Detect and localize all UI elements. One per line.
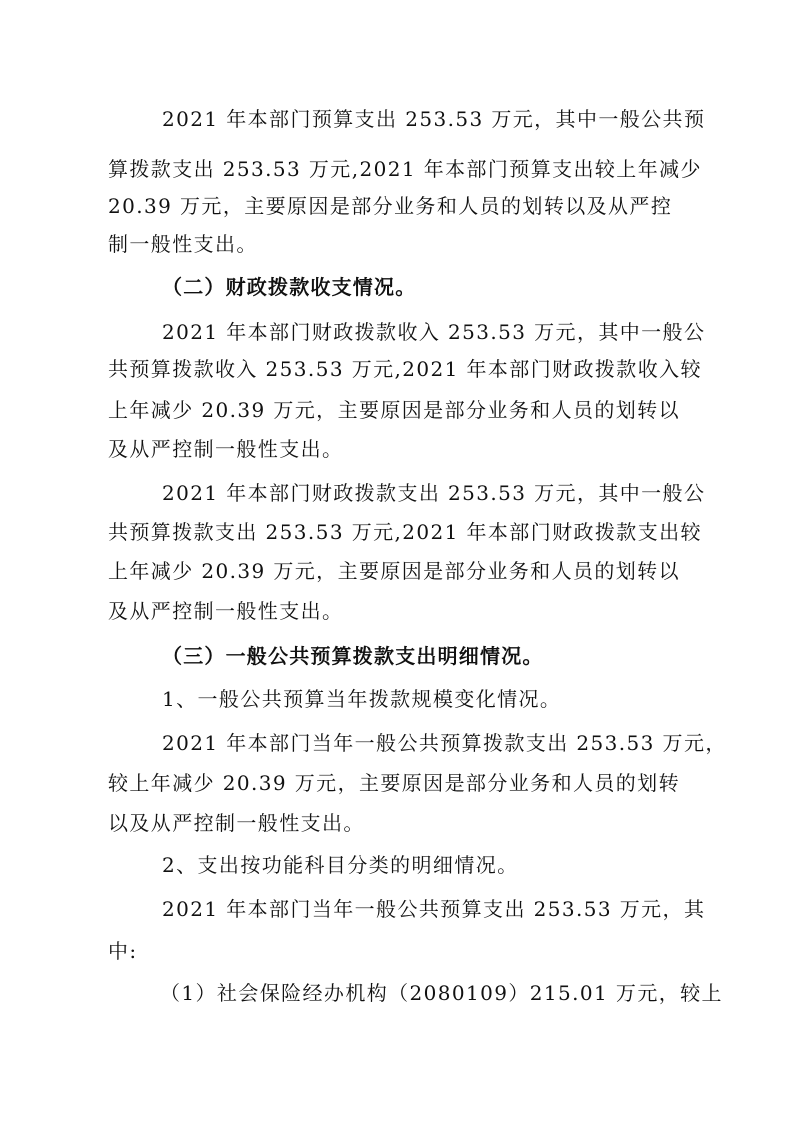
paragraph-fiscal-income-line-3: 上年减少 20.39 万元，主要原因是部分业务和人员的划转以 [108,398,680,422]
paragraph-fiscal-expense-line-2: 共预算拨款支出 253.53 万元,2021 年本部门财政拨款支出较 [108,520,702,544]
paragraph-budget-expense-line-1: 2021 年本部门预算支出 253.53 万元，其中一般公共预 [162,107,706,131]
paragraph-fiscal-expense-line-4: 及从严控制一般性支出。 [108,599,344,623]
paragraph-functional-line-1: 2021 年本部门当年一般公共预算支出 253.53 万元，其 [162,897,706,921]
paragraph-fiscal-income-line-2: 共预算拨款收入 253.53 万元,2021 年本部门财政拨款收入较 [108,357,702,381]
paragraph-social-insurance-item: （1）社会保险经办机构（2080109）215.01 万元，较上 [160,981,723,1005]
item-heading-scale-change: 1、一般公共预算当年拨款规模变化情况。 [162,687,562,711]
section-heading-general-budget-detail: （三）一般公共预算拨款支出明细情况。 [162,644,544,668]
paragraph-budget-expense-line-4: 制一般性支出。 [108,232,258,256]
paragraph-fiscal-expense-line-3: 上年减少 20.39 万元，主要原因是部分业务和人员的划转以 [108,559,680,583]
item-heading-functional-classification: 2、支出按功能科目分类的明细情况。 [162,853,519,877]
paragraph-budget-expense-line-3: 20.39 万元，主要原因是部分业务和人员的划转以及从严控 [108,194,673,218]
section-heading-fiscal-appropriation: （二）财政拨款收支情况。 [162,275,417,299]
paragraph-budget-expense-line-2: 算拨款支出 253.53 万元,2021 年本部门预算支出较上年减少 [108,157,702,181]
paragraph-scale-change-line-2: 较上年减少 20.39 万元，主要原因是部分业务和人员的划转 [108,771,680,795]
paragraph-fiscal-expense-line-1: 2021 年本部门财政拨款支出 253.53 万元，其中一般公 [162,481,706,505]
paragraph-scale-change-line-1: 2021 年本部门当年一般公共预算拨款支出 253.53 万元， [162,731,727,755]
paragraph-scale-change-line-3: 以及从严控制一般性支出。 [108,811,365,835]
paragraph-fiscal-income-line-1: 2021 年本部门财政拨款收入 253.53 万元，其中一般公 [162,320,706,344]
paragraph-fiscal-income-line-4: 及从严控制一般性支出。 [108,437,344,461]
paragraph-functional-line-2: 中: [108,939,138,963]
